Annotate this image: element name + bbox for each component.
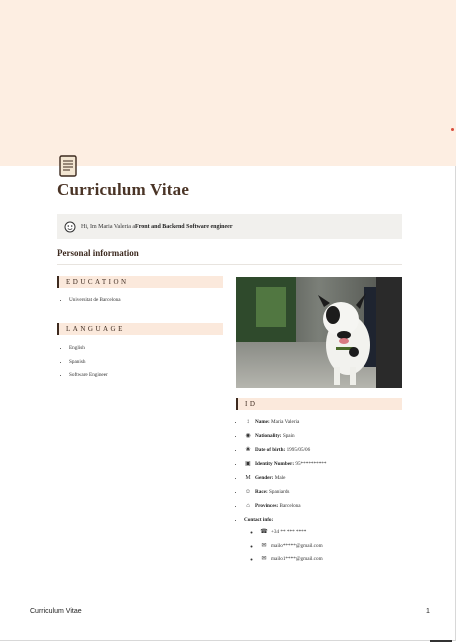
globe-icon: ◉ (245, 433, 251, 439)
contact-phone: ◦ ☎ +34 ** *** **** (260, 528, 410, 542)
divider (57, 264, 402, 265)
list-item: • Software Engineer (69, 372, 108, 386)
id-field-nationality: • ◉ Nationality: Spain (244, 432, 410, 446)
document-icon (58, 155, 78, 177)
contact-email: ◦ ✉ mailo1****@gmail.com (260, 555, 410, 569)
id-label: ID (236, 398, 402, 410)
contact-email: ◦ ✉ mailo*****@gmail.com (260, 542, 410, 556)
id-field-identity: • ▣ Identity Number: 95********** (244, 460, 410, 474)
id-field-provinces: • ⌂ Provinces: Barcelona (244, 502, 410, 516)
scrollbar-thumb[interactable] (430, 640, 452, 642)
page-number: 1 (426, 608, 430, 615)
person-icon: ↕ (246, 419, 250, 425)
id-field-name: • ↕ Name: Maria Valeria (244, 418, 410, 432)
id-field-contact: • Contact info: ◦ ☎ +34 ** *** **** ◦ ✉ mailo*****@gmail.com ◦ ✉ mailo1****@gmail.com (244, 516, 410, 569)
cake-icon: ❀ (245, 447, 251, 453)
intro-role: Front and Backend Software engineer (135, 223, 233, 230)
id-field-list (236, 418, 410, 569)
id-field-gender: • M Gender: Male (244, 474, 410, 488)
cursor-dot (451, 128, 454, 131)
contact-list (244, 528, 410, 569)
list-item: • Universitat de Barcelona (69, 297, 121, 311)
language-label: LANGUAGE (57, 323, 223, 335)
mail-icon: ✉ (261, 556, 267, 562)
intro-callout (57, 214, 402, 239)
education-list (57, 297, 121, 311)
list-item: • Spanish (69, 359, 108, 373)
gender-icon: M (245, 475, 251, 481)
profile-photo (236, 277, 402, 388)
personal-info-heading: Personal information (57, 248, 139, 258)
id-field-race: • ☺ Race: Spaniards (244, 488, 410, 502)
id-field-birth: • ❀ Date of birth: 1995/05/06 (244, 446, 410, 460)
language-list (57, 345, 108, 386)
mail-icon: ✉ (261, 542, 267, 549)
phone-icon: ☎ (260, 529, 268, 535)
page-title: Curriculum Vitae (57, 180, 190, 199)
cover-banner (0, 0, 456, 166)
footer-title: Curriculum Vitae (30, 608, 82, 615)
id-card-icon: ▣ (245, 461, 251, 467)
education-label: EDUCATION (57, 276, 223, 288)
face-icon: ☺ (244, 489, 252, 495)
avatar-icon (64, 221, 76, 233)
building-icon: ⌂ (246, 503, 250, 509)
intro-text: Hi, Im Maria Valeria a (81, 223, 136, 230)
list-item: • English (69, 345, 108, 359)
